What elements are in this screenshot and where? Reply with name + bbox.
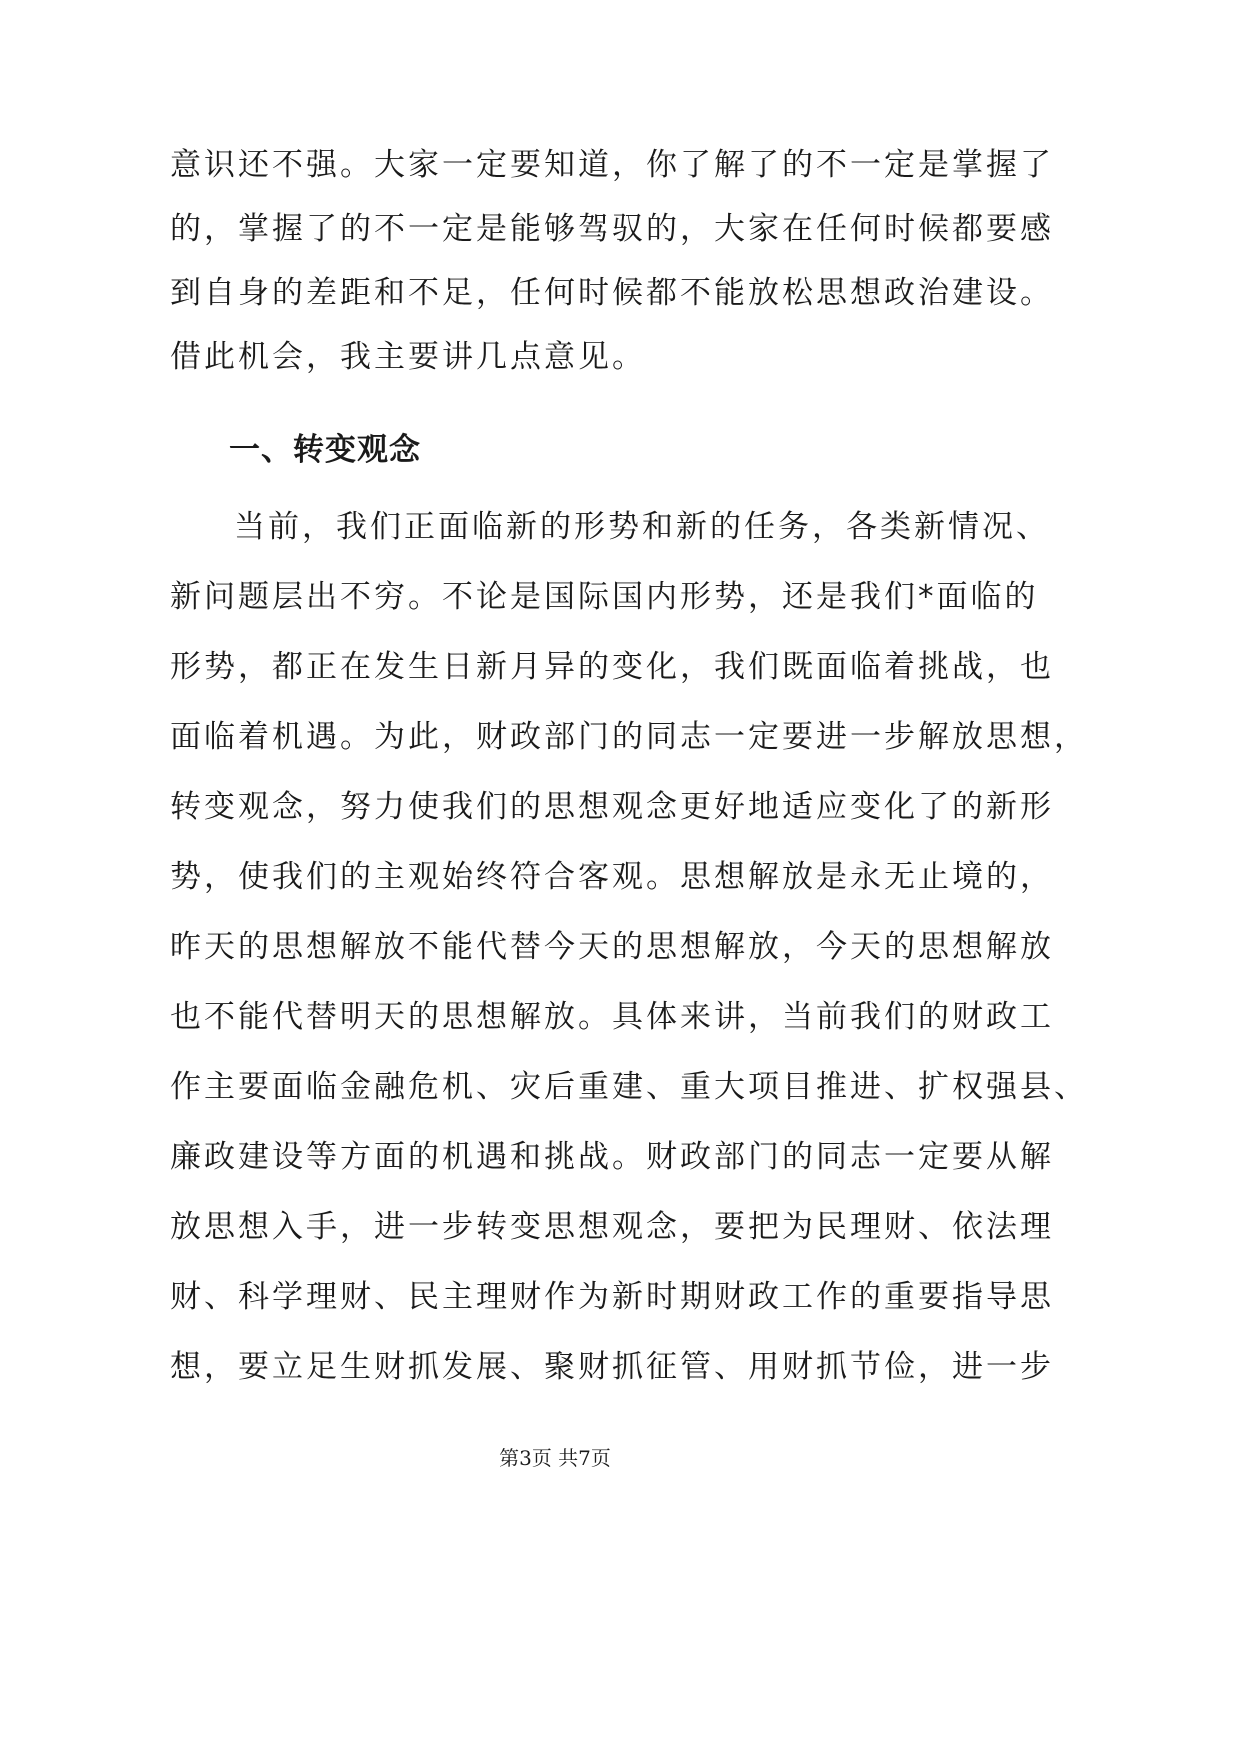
paragraph-line: 势，使我们的主观始终符合客观。思想解放是永无止境的，: [170, 859, 1054, 895]
paragraph-line: 当前，我们正面临新的形势和新的任务，各类新情况、: [200, 509, 1050, 545]
paragraph-line: 形势，都正在发生日新月异的变化，我们既面临着挑战，也: [170, 649, 1054, 685]
paragraph-line: 借此机会，我主要讲几点意见。: [170, 339, 646, 375]
paragraph-line: 到自身的差距和不足，任何时候都不能放松思想政治建设。: [170, 275, 1054, 311]
paragraph-line: 廉政建设等方面的机遇和挑战。财政部门的同志一定要从解: [170, 1139, 1054, 1175]
paragraph-line: 新问题层出不穷。不论是国际国内形势，还是我们*面临的: [170, 579, 1039, 615]
paragraph-line: 转变观念，努力使我们的思想观念更好地适应变化了的新形: [170, 789, 1054, 825]
paragraph-line: 面临着机遇。为此，财政部门的同志一定要进一步解放思想，: [170, 719, 1088, 755]
section-heading: 一、转变观念: [229, 432, 421, 468]
paragraph-line: 作主要面临金融危机、灾后重建、重大项目推进、扩权强县、: [170, 1069, 1088, 1105]
paragraph-line: 想，要立足生财抓发展、聚财抓征管、用财抓节俭，进一步: [170, 1349, 1054, 1385]
paragraph-line: 也不能代替明天的思想解放。具体来讲，当前我们的财政工: [170, 999, 1054, 1035]
paragraph-line: 的，掌握了的不一定是能够驾驭的，大家在任何时候都要感: [170, 211, 1054, 247]
paragraph-line: 放思想入手，进一步转变思想观念，要把为民理财、依法理: [170, 1209, 1054, 1245]
paragraph-line: 昨天的思想解放不能代替今天的思想解放，今天的思想解放: [170, 929, 1054, 965]
paragraph-line: 意识还不强。大家一定要知道，你了解了的不一定是掌握了: [170, 147, 1054, 183]
paragraph-line: 财、科学理财、民主理财作为新时期财政工作的重要指导思: [170, 1279, 1054, 1315]
page-number-footer: 第3页 共7页: [499, 1446, 611, 1470]
